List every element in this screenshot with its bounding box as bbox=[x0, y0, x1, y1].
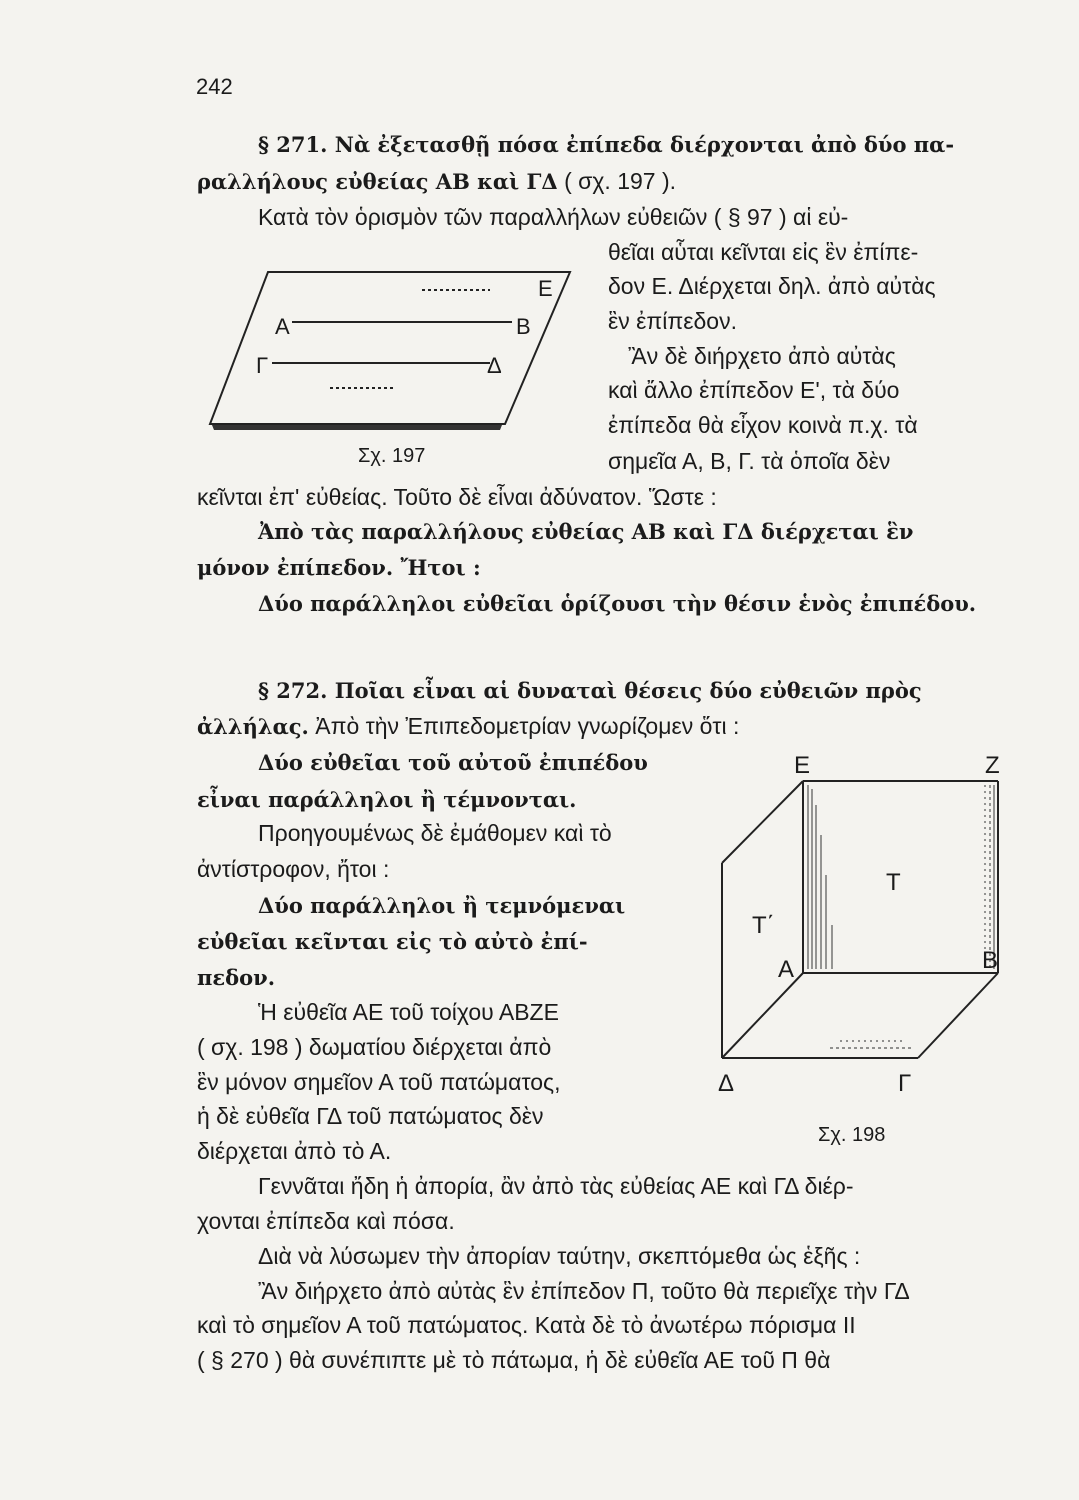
paragraph-line: ( σχ. 198 ) δωματίου διέρχεται ἀπὸ bbox=[197, 1034, 552, 1060]
page-number: 242 bbox=[196, 74, 233, 99]
figure-197-label-g: Γ bbox=[256, 353, 269, 378]
theorem-line: Δύο παράλληλοι ἢ τεμνόμεναι bbox=[258, 893, 626, 918]
section-271-title: § 271. Νὰ ἐξετασθῇ πόσα ἐπίπεδα διέρχονται ἀπὸ δύο πα- bbox=[258, 132, 955, 157]
figure-197-label-e: E bbox=[538, 276, 553, 301]
paragraph-line: Κατὰ τὸν ὁρισμὸν τῶν παραλλήλων εὐθειῶν ( § 97 ) αἱ εὐ- bbox=[258, 204, 849, 230]
paragraph-line: Ἀπὸ τὴν Ἐπιπεδομετρίαν γνωρίζομεν ὅτι : bbox=[315, 713, 740, 739]
edge-e-back bbox=[722, 781, 803, 863]
plane-edge-shadow bbox=[212, 425, 502, 430]
paragraph-line: χονται ἐπίπεδα καὶ πόσα. bbox=[197, 1208, 455, 1234]
paragraph-line: ἡ δὲ εὐθεῖα ΓΔ τοῦ πατώματος δὲν bbox=[197, 1103, 544, 1129]
paragraph-line: ἐπίπεδα θὰ εἶχον κοινὰ π.χ. τὰ bbox=[608, 412, 918, 438]
section-272-title: § 272. Ποῖαι εἶναι αἱ δυναταὶ θέσεις δύο εὐθειῶν πρὸς bbox=[258, 678, 922, 703]
paragraph-line: ἀντίστροφον, ἤτοι : bbox=[197, 856, 390, 882]
section-272-title-cont: ἀλλήλας. bbox=[197, 714, 309, 739]
figure-198-label-e: E bbox=[794, 752, 811, 779]
paragraph-line: Ἂν δὲ διήρχετο ἀπὸ αὐτὰς bbox=[628, 343, 896, 369]
paragraph-line: Ἂν διήρχετο ἀπὸ αὐτὰς ἓν ἐπίπεδον Π, τοῦτο θὰ περιεῖχε τὴν ΓΔ bbox=[258, 1278, 910, 1304]
figure-198-label-z: Z bbox=[985, 752, 1000, 779]
theorem-statement: Δύο παράλληλοι εὐθεῖαι ὁρίζουσι τὴν θέσιν ἑνὸς ἐπιπέδου. bbox=[258, 591, 977, 616]
figure-198-caption: Σχ. 198 bbox=[818, 1124, 886, 1146]
section-272-title-line2 bbox=[197, 715, 739, 738]
figure-198 bbox=[700, 745, 1030, 1150]
theorem-line: εὐθεῖαι κεῖνται εἰς τὸ αὐτὸ ἐπί- bbox=[197, 929, 588, 954]
theorem-line: εἶναι παράλληλοι ἢ τέμνονται. bbox=[197, 787, 577, 812]
figure-198-label-d: Δ bbox=[718, 1070, 735, 1097]
theorem-line: μόνον ἐπίπεδον. Ἤτοι : bbox=[197, 555, 481, 580]
figure-197-label-a: A bbox=[275, 314, 290, 339]
theorem-line: πεδον. bbox=[197, 965, 276, 990]
figure-198-label-b: B bbox=[982, 947, 999, 974]
theorem-line: Ἀπὸ τὰς παραλλήλους εὐθείας ΑΒ καὶ ΓΔ διέρχεται ἓν bbox=[258, 519, 914, 544]
figure-197-caption: Σχ. 197 bbox=[358, 445, 426, 467]
paragraph-line: ἓν μόνον σημεῖον Α τοῦ πατώματος, bbox=[197, 1069, 561, 1095]
theorem-line: Δύο εὐθεῖαι τοῦ αὐτοῦ ἐπιπέδου bbox=[258, 750, 648, 775]
paragraph-line: κεῖνται ἐπ' εὐθείας. Τοῦτο δὲ εἶναι ἀδύνατον. Ὥστε : bbox=[197, 484, 717, 510]
paragraph-line: Προηγουμένως δὲ ἐμάθομεν καὶ τὸ bbox=[258, 820, 612, 846]
paragraph-line: καὶ τὸ σημεῖον Α τοῦ πατώματος. Κατὰ δὲ τὸ ἀνωτέρω πόρισμα ΙΙ bbox=[197, 1312, 856, 1338]
paragraph-line: ( § 270 ) θὰ συνέπιπτε μὲ τὸ πάτωμα, ἡ δὲ εὐθεῖα ΑΕ τοῦ Π θὰ bbox=[197, 1347, 831, 1373]
paragraph-line: δον Ε. Διέρχεται δηλ. ἀπὸ αὐτὰς bbox=[608, 273, 936, 299]
paragraph-line: ἓν ἐπίπεδον. bbox=[608, 308, 737, 334]
figure-198-label-t-prime: T΄ bbox=[752, 912, 775, 939]
figure-198-label-a: A bbox=[778, 956, 795, 983]
plane-e-outline bbox=[210, 272, 570, 424]
wall-shading bbox=[808, 785, 994, 1048]
paragraph-line: καὶ ἄλλο ἐπίπεδον Ε', τὰ δύο bbox=[608, 377, 900, 403]
paragraph-line: Γεννᾶται ἤδη ἡ ἀπορία, ἂν ἀπὸ τὰς εὐθείας ΑΕ καὶ ΓΔ διέρ- bbox=[258, 1173, 854, 1199]
edge-ad bbox=[722, 973, 803, 1058]
paragraph-line: θεῖαι αὗται κεῖνται εἰς ἓν ἐπίπε- bbox=[608, 239, 919, 265]
section-271-title-cont: ραλλήλους εὐθείας ΑΒ καὶ ΓΔ bbox=[197, 169, 558, 194]
paragraph-line: διέρχεται ἀπὸ τὸ Α. bbox=[197, 1138, 392, 1164]
edge-bg bbox=[918, 973, 998, 1058]
paragraph-line: Ἡ εὐθεῖα ΑΕ τοῦ τοίχου ΑΒΖΕ bbox=[258, 999, 559, 1025]
figure-198-label-t: T bbox=[886, 869, 901, 896]
paragraph-line: Διὰ νὰ λύσωμεν τὴν ἀπορίαν ταύτην, σκεπτόμεθα ὡς ἑξῆς : bbox=[258, 1243, 861, 1269]
section-271-figure-ref: ( σχ. 197 ). bbox=[564, 168, 677, 194]
section-271-title-line2 bbox=[197, 170, 676, 193]
figure-197 bbox=[200, 262, 600, 472]
figure-197-label-d: Δ bbox=[487, 353, 502, 378]
figure-197-label-b: B bbox=[516, 314, 531, 339]
figure-198-label-g: Γ bbox=[898, 1070, 912, 1097]
paragraph-line: σημεῖα Α, Β, Γ. τὰ ὁποῖα δὲν bbox=[608, 448, 891, 474]
